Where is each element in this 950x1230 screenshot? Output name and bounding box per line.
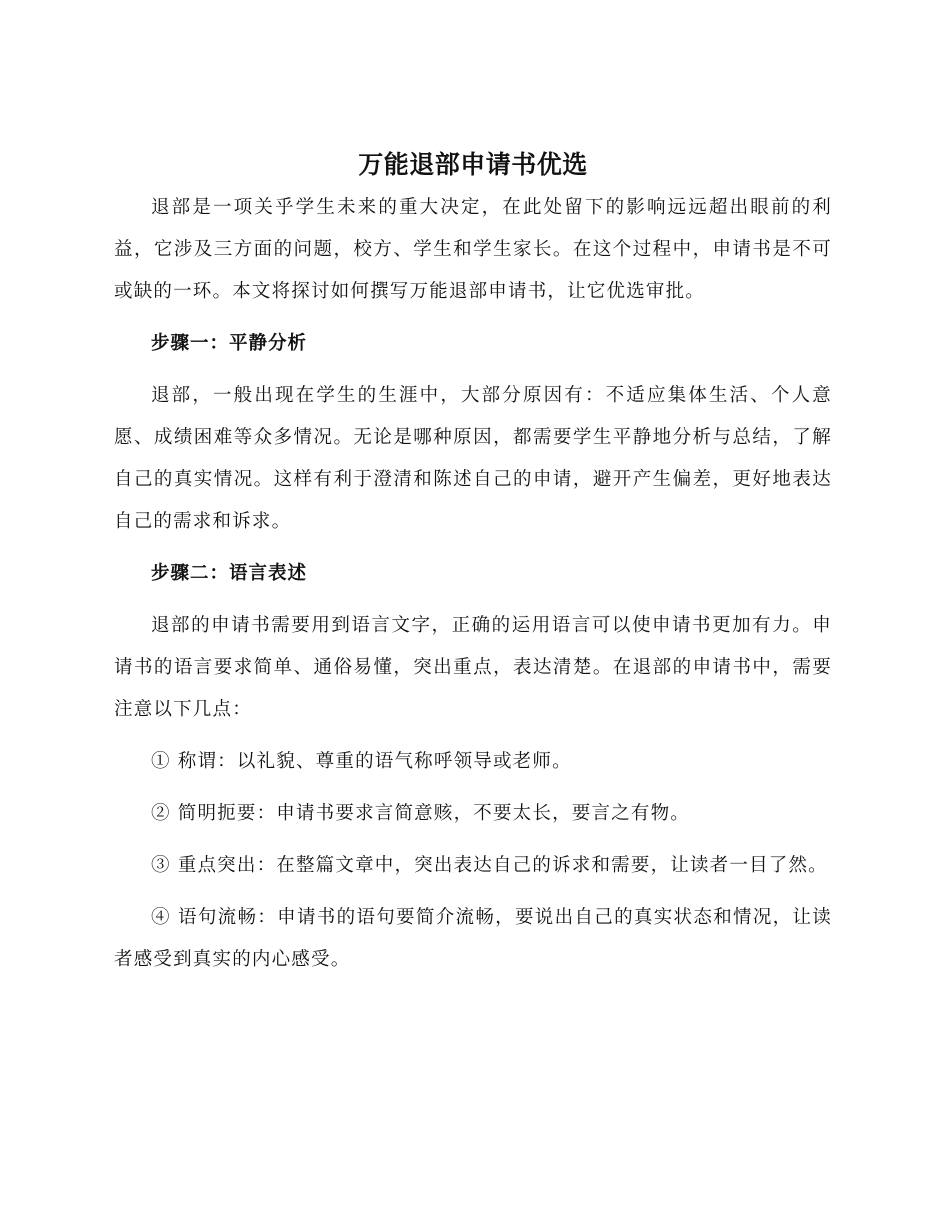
step1-heading: 步骤一：平静分析	[151, 333, 308, 354]
point-item-1: ① 称谓：以礼貌、尊重的语气称呼领导或老师。	[151, 751, 572, 772]
intro-paragraph: 退部是一项关乎学生未来的重大决定，在此处留下的影响远远超出眼前的利益，它涉及三方面的问题，校方、学生和学生家长。在这个过程中，申请书是不可或缺的一环。本文将探讨如何撰写万能退部申请书，让它优选审批。	[114, 197, 832, 302]
document-page	[114, 145, 832, 981]
step1-paragraph: 退部，一般出现在学生的生涯中，大部分原因有：不适应集体生活、个人意愿、成绩困难等众多情况。无论是哪种原因，都需要学生平静地分析与总结，了解自己的真实情况。这样有利于澄清和陈述自己的申请，避开产生偏差，更好地表达自己的需求和诉求。	[114, 385, 832, 532]
point-item-4: ④ 语句流畅：申请书的语句要简介流畅，要说出自己的真实状态和情况，让读者感受到真实的内心感受。	[114, 907, 832, 970]
step2-paragraph: 退部的申请书需要用到语言文字，正确的运用语言可以使申请书更加有力。申请书的语言要求简单、通俗易懂，突出重点，表达清楚。在退部的申请书中，需要注意以下几点：	[114, 615, 832, 720]
step2-heading: 步骤二：语言表述	[151, 563, 308, 584]
point-item-3: ③ 重点突出：在整篇文章中，突出表达自己的诉求和需要，让读者一目了然。	[151, 855, 828, 876]
document-title: 万能退部申请书优选	[358, 150, 588, 179]
point-item-2: ② 简明扼要：申请书要求言简意赅，不要太长，要言之有物。	[151, 803, 690, 824]
